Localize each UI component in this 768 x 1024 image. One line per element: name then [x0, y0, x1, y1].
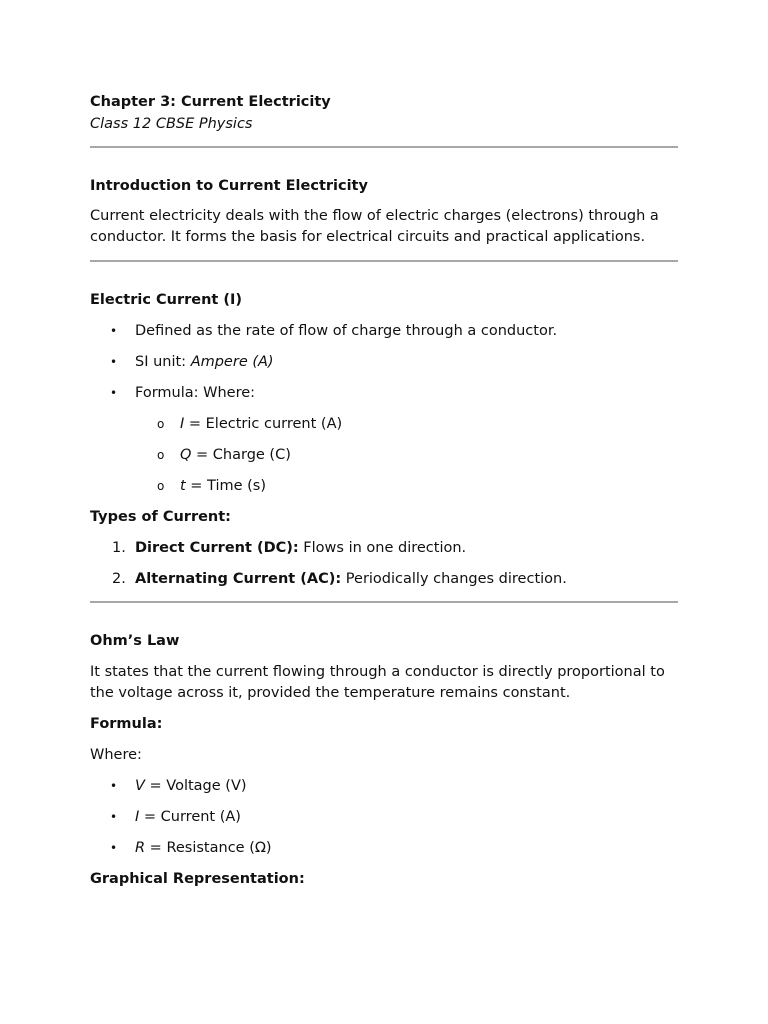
- section-heading-introduction: Introduction to Current Electricity: [90, 178, 368, 194]
- list-number: 1.: [112, 540, 126, 556]
- types-of-current-heading: Types of Current:: [90, 509, 231, 525]
- section-heading-electric-current: Electric Current (I): [90, 292, 243, 308]
- list-item: [90, 569, 678, 589]
- variable-text: = Voltage (V): [144, 778, 247, 794]
- si-unit-value: Ampere (A): [190, 354, 274, 370]
- list-item: [90, 383, 678, 403]
- formula-variable-list: [90, 414, 678, 496]
- variable-symbol: Q: [180, 447, 192, 463]
- type-description: Periodically changes direction.: [341, 571, 567, 587]
- document-subtitle: Class 12 CBSE Physics: [90, 116, 253, 132]
- types-of-current-list: [90, 538, 678, 589]
- formula-label: Formula:: [90, 716, 163, 732]
- list-item: [90, 807, 678, 827]
- divider: [90, 601, 678, 603]
- circle-bullet-icon: o: [157, 479, 165, 493]
- circle-bullet-icon: o: [157, 448, 165, 462]
- list-item-text: SI unit:: [135, 354, 191, 370]
- list-item: [90, 538, 678, 558]
- bullet-icon: •: [110, 324, 118, 338]
- list-item: [90, 352, 678, 372]
- bullet-icon: •: [110, 841, 118, 855]
- circle-bullet-icon: o: [157, 417, 165, 431]
- ohms-law-paragraph: It states that the current flowing through a conductor is directly proportional to the voltage across it, provided the temperature remains constant.: [90, 664, 665, 701]
- variable-text: = Electric current (A): [184, 416, 343, 432]
- bullet-icon: •: [110, 779, 118, 793]
- bullet-icon: •: [110, 386, 118, 400]
- ohms-law-variable-list: [90, 776, 678, 858]
- variable-symbol: I: [135, 809, 140, 825]
- graphical-representation-heading: Graphical Representation:: [90, 871, 305, 887]
- list-item: [90, 445, 678, 465]
- section-heading-ohms-law: Ohm’s Law: [90, 633, 180, 649]
- list-number: 2.: [112, 571, 126, 587]
- variable-symbol: V: [135, 778, 145, 794]
- divider: [90, 260, 678, 262]
- type-name: Alternating Current (AC):: [135, 571, 342, 587]
- bullet-icon: •: [110, 355, 118, 369]
- variable-symbol: t: [180, 478, 186, 494]
- type-description: Flows in one direction.: [298, 540, 467, 556]
- where-label: Where:: [90, 747, 142, 763]
- list-item: [90, 776, 678, 796]
- variable-symbol: R: [135, 840, 146, 856]
- divider: [90, 146, 678, 148]
- list-item: [90, 476, 678, 496]
- type-name: Direct Current (DC):: [135, 540, 299, 556]
- variable-symbol: I: [180, 416, 185, 432]
- list-item-text: Formula: Where:: [135, 385, 256, 401]
- list-item: [90, 414, 678, 434]
- document-title: Chapter 3: Current Electricity: [90, 94, 331, 110]
- bullet-icon: •: [110, 810, 118, 824]
- electric-current-list: [90, 321, 678, 403]
- variable-text: = Resistance (Ω): [145, 840, 272, 856]
- variable-text: = Current (A): [139, 809, 241, 825]
- list-item: [90, 838, 678, 858]
- list-item: [90, 321, 678, 341]
- intro-paragraph: Current electricity deals with the flow of electric charges (electrons) through a conductor. It forms the basis for electrical circuits and practical applications.: [90, 208, 659, 245]
- variable-text: = Charge (C): [191, 447, 291, 463]
- list-item-text: Defined as the rate of flow of charge through a conductor.: [135, 323, 558, 339]
- variable-text: = Time (s): [185, 478, 267, 494]
